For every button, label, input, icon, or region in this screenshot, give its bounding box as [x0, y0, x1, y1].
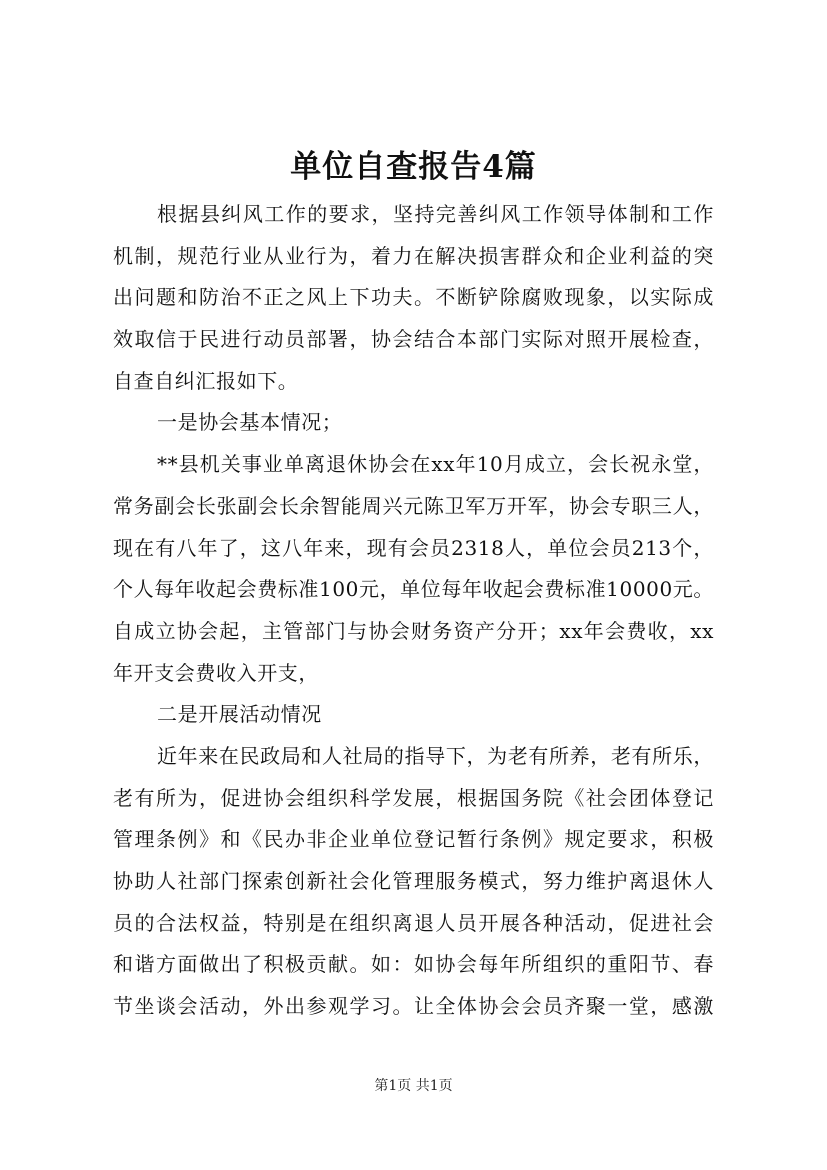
body-line: 和谐方面做出了积极贡献。如：如协会每年所组织的重阳节、春 [113, 952, 714, 977]
body-line: 现在有八年了，这八年来，现有会员2318人，单位会员213个， [113, 535, 714, 560]
body-line: 自成立协会起，主管部门与协会财务资产分开；xx年会费收，xx [113, 618, 714, 643]
body-line: 节坐谈会活动，外出参观学习。让全体协会会员齐聚一堂，感激 [113, 994, 714, 1019]
body-line: 近年来在民政局和人社局的指导下，为老有所养，老有所乐， [157, 743, 714, 768]
document-body [113, 194, 714, 1028]
body-line: 协助人社部门探索创新社会化管理服务模式，努力维护离退休人 [113, 869, 714, 893]
body-line: 根据县纠风工作的要求，坚持完善纠风工作领导体制和工作 [157, 202, 714, 226]
body-line: 二是开展活动情况 [157, 702, 322, 727]
body-line: **县机关事业单离退休协会在xx年10月成立，会长祝永堂， [157, 452, 714, 477]
body-line: 员的合法权益，特别是在组织离退人员开展各种活动，促进社会 [113, 910, 714, 935]
body-line: 老有所为，促进协会组织科学发展，根据国务院《社会团体登记 [113, 785, 714, 810]
body-line: 机制，规范行业从业行为，着力在解决损害群众和企业利益的突 [113, 243, 714, 268]
body-line: 年开支会费收入开支， [113, 660, 319, 685]
body-line: 个人每年收起会费标准100元，单位每年收起会费标准10000元。 [113, 577, 714, 602]
body-line: 效取信于民进行动员部署，协会结合本部门实际对照开展检查， [113, 327, 714, 352]
body-line: 自查自纠汇报如下。 [113, 368, 299, 393]
body-line: 常务副会长张副会长余智能周兴元陈卫军万开军，协会专职三人， [113, 493, 714, 518]
document-title: 单位自查报告4篇 [290, 149, 537, 185]
body-line: 一是协会基本情况； [157, 410, 343, 435]
body-line: 管理条例》和《民办非企业单位登记暂行条例》规定要求，积极 [113, 827, 714, 852]
page-footer: 第1页 共1页 [374, 1078, 453, 1094]
body-line: 出问题和防治不正之风上下功夫。不断铲除腐败现象，以实际成 [113, 285, 714, 310]
